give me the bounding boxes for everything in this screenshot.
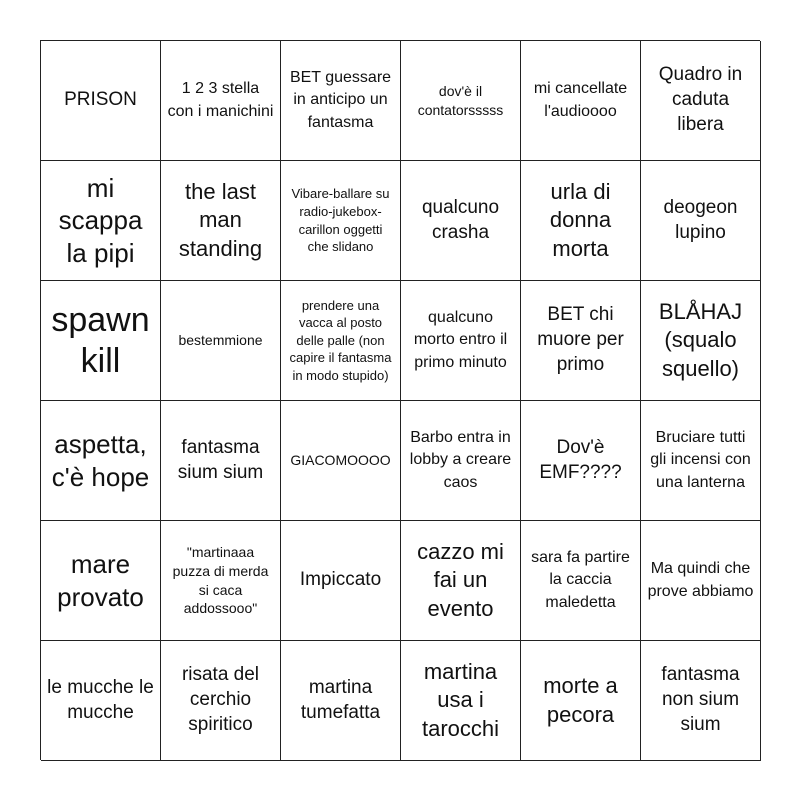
bingo-cell-text: fantasma sium sium bbox=[177, 436, 264, 483]
bingo-cell[interactable] bbox=[641, 641, 761, 761]
bingo-cell[interactable] bbox=[401, 161, 521, 281]
bingo-cell-text: PRISON bbox=[64, 89, 137, 111]
bingo-cell-text: prendere una vacca al posto delle palle (non capire il fantasma in modo stupido) bbox=[289, 297, 392, 383]
bingo-cell[interactable] bbox=[521, 41, 641, 161]
bingo-cell-text: "martinaaa puzza di merda si caca addossooo" bbox=[172, 543, 269, 617]
bingo-cell[interactable] bbox=[161, 161, 281, 281]
bingo-cell-text: Bruciare tutti gli incensi con una lanterna bbox=[650, 428, 751, 491]
bingo-cell[interactable] bbox=[161, 41, 281, 161]
bingo-cell-text: Ma quindi che prove abbiamo bbox=[647, 560, 754, 600]
bingo-cell-text: qualcuno crasha bbox=[421, 196, 500, 243]
bingo-cell-text: 1 2 3 stella con i manichini bbox=[167, 80, 274, 120]
bingo-cell-text: martina tumefatta bbox=[300, 676, 381, 723]
bingo-cell[interactable] bbox=[401, 281, 521, 401]
bingo-cell[interactable] bbox=[41, 641, 161, 761]
bingo-cell[interactable] bbox=[281, 161, 401, 281]
bingo-cell[interactable] bbox=[41, 401, 161, 521]
bingo-cell[interactable] bbox=[41, 41, 161, 161]
bingo-cell-text: qualcuno morto entro il primo minuto bbox=[413, 308, 508, 371]
bingo-cell[interactable] bbox=[521, 401, 641, 521]
bingo-cell[interactable] bbox=[281, 41, 401, 161]
bingo-cell-text: le mucche le mucche bbox=[47, 676, 154, 723]
bingo-cell[interactable] bbox=[641, 41, 761, 161]
bingo-cell-text: bestemmione bbox=[178, 332, 263, 349]
bingo-cell[interactable] bbox=[281, 521, 401, 641]
bingo-cell[interactable] bbox=[281, 401, 401, 521]
bingo-cell[interactable] bbox=[401, 401, 521, 521]
bingo-cell-text: cazzo mi fai un evento bbox=[417, 538, 504, 621]
bingo-cell[interactable] bbox=[281, 281, 401, 401]
bingo-cell-text: mi scappa la pipi bbox=[58, 172, 143, 268]
bingo-cell[interactable] bbox=[161, 401, 281, 521]
bingo-cell-text: mi cancellate l'audioooo bbox=[533, 80, 628, 120]
bingo-cell[interactable] bbox=[641, 281, 761, 401]
bingo-cell[interactable] bbox=[161, 521, 281, 641]
bingo-cell-text: Impiccato bbox=[299, 569, 382, 591]
bingo-cell-text: morte a pecora bbox=[543, 672, 618, 727]
bingo-cell-text: fantasma non sium sium bbox=[661, 664, 740, 735]
bingo-board bbox=[40, 40, 760, 760]
bingo-cell[interactable] bbox=[521, 641, 641, 761]
bingo-cell[interactable] bbox=[521, 521, 641, 641]
bingo-cell-text: BET chi muore per primo bbox=[537, 304, 624, 375]
bingo-cell-text: dov'è il contatorsssss bbox=[417, 82, 504, 118]
bingo-cell-text: deogeon lupino bbox=[663, 196, 738, 243]
bingo-cell-text: sara fa partire la caccia maledetta bbox=[531, 548, 630, 611]
bingo-cell-text: Dov'è EMF???? bbox=[539, 436, 622, 483]
bingo-cell[interactable] bbox=[401, 641, 521, 761]
bingo-cell-text: martina usa i tarocchi bbox=[421, 658, 500, 741]
bingo-cell-text: BET guessare in anticipo un fantasma bbox=[289, 68, 392, 131]
bingo-cell[interactable] bbox=[161, 641, 281, 761]
bingo-cell-text: aspetta, c'è hope bbox=[51, 429, 150, 492]
bingo-cell[interactable] bbox=[521, 281, 641, 401]
bingo-cell[interactable] bbox=[41, 161, 161, 281]
bingo-cell[interactable] bbox=[401, 521, 521, 641]
bingo-cell[interactable] bbox=[641, 521, 761, 641]
bingo-cell-text: Vibare-ballare su radio-jukebox-carillon oggetti che slidano bbox=[291, 186, 390, 255]
bingo-cell[interactable] bbox=[41, 281, 161, 401]
bingo-cell[interactable] bbox=[521, 161, 641, 281]
bingo-cell[interactable] bbox=[41, 521, 161, 641]
bingo-cell-text: mare provato bbox=[57, 549, 144, 612]
bingo-cell[interactable] bbox=[401, 41, 521, 161]
bingo-cell-text: risata del cerchio spiritico bbox=[181, 664, 260, 735]
bingo-cell[interactable] bbox=[161, 281, 281, 401]
bingo-cell[interactable] bbox=[641, 401, 761, 521]
bingo-cell-text: the last man standing bbox=[178, 178, 263, 261]
bingo-cell-text: BLÅHAJ (squalo squello) bbox=[658, 298, 743, 381]
bingo-cell[interactable] bbox=[641, 161, 761, 281]
bingo-cell-text: spawn kill bbox=[51, 300, 150, 380]
bingo-cell-text: Barbo entra in lobby a creare caos bbox=[409, 428, 512, 491]
bingo-cell-text: Quadro in caduta libera bbox=[658, 64, 743, 135]
bingo-cell[interactable] bbox=[281, 641, 401, 761]
bingo-cell-text: urla di donna morta bbox=[549, 178, 612, 261]
bingo-cell-text: GIACOMOOOO bbox=[290, 452, 391, 469]
